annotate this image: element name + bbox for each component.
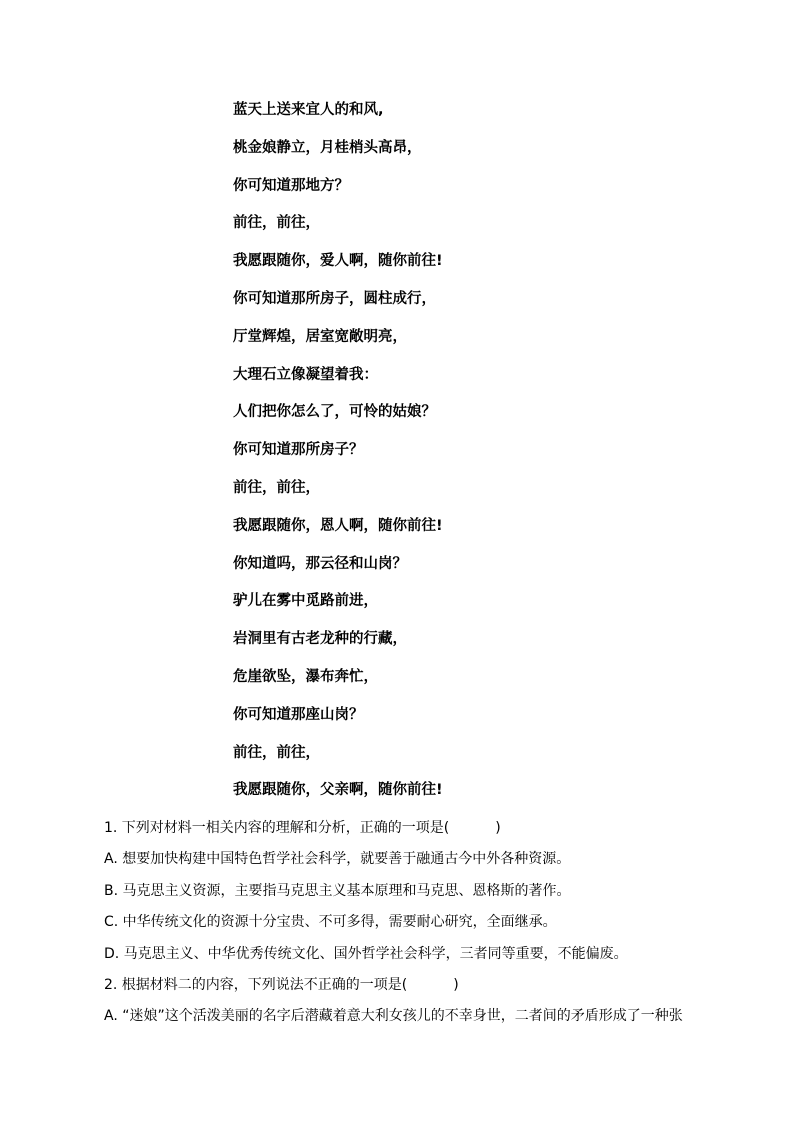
- poem-line: 我愿跟随你，爱人啊，随你前往!: [233, 253, 443, 270]
- poem-line: 桃金娘静立，月桂梢头高昂，: [233, 139, 422, 156]
- question-2-stem: [104, 975, 744, 1006]
- question-1-text: 1. 下列对材料一相关内容的理解和分析，正确的一项是(: [104, 820, 450, 836]
- poem-line: 我愿跟随你，恩人啊，随你前往!: [233, 517, 443, 534]
- poem-line: 岩洞里有古老龙种的行藏，: [233, 631, 407, 648]
- poem-line: 前往，前往，: [233, 479, 320, 496]
- poem-line: 你可知道那座山岗？: [233, 706, 364, 723]
- poem-excerpt: [233, 100, 443, 818]
- poem-line: 驴儿在雾中觅路前进，: [233, 593, 378, 610]
- poem-line: 你可知道那地方？: [233, 177, 349, 194]
- question-1-option-a: A. 想要加快构建中国特色哲学社会科学，就要善于融通古今中外各种资源。: [104, 851, 571, 868]
- poem-line: 前往，前往，: [233, 215, 320, 232]
- poem-line: 蓝天上送来宜人的和风,: [233, 102, 384, 118]
- question-1-option-d: D. 马克思主义、中华优秀传统文化、国外哲学社会科学，三者同等重要，不能偏废。: [104, 945, 628, 962]
- question-1-stem: [104, 818, 744, 849]
- poem-line: 厅堂辉煌，居室宽敞明亮，: [233, 328, 407, 345]
- poem-line: 危崖欲坠，瀑布奔忙，: [233, 668, 378, 685]
- poem-line: 人们把你怎么了，可怜的姑娘？: [233, 404, 436, 421]
- questions-section: [104, 818, 744, 1038]
- poem-line: 你知道吗，那云径和山岗？: [233, 555, 407, 572]
- question-2-text: 2. 根据材料二的内容，下列说法不正确的一项是(: [104, 976, 408, 993]
- poem-line: 你可知道那所房子，圆柱成行，: [233, 290, 436, 307]
- question-1-option-b: B. 马克思主义资源，主要指马克思主义基本原理和马克思、恩格斯的著作。: [104, 882, 571, 899]
- poem-line: 大理石立像凝望着我：: [233, 366, 378, 383]
- question-1-close-paren: ): [495, 820, 501, 836]
- question-2-close-paren: ): [453, 976, 459, 993]
- question-1-option-c: C. 中华传统文化的资源十分宝贵、不可多得，需要耐心研究，全面继承。: [104, 914, 557, 931]
- poem-line: 你可知道那所房子？: [233, 442, 364, 459]
- question-2-option-a: A. “迷娘”这个活泼美丽的名字后潜藏着意大利女孩儿的不幸身世，二者间的矛盾形成了一种张: [104, 1008, 683, 1025]
- poem-line: 前往，前往，: [233, 744, 320, 761]
- poem-line: 我愿跟随你，父亲啊，随你前往!: [233, 782, 443, 799]
